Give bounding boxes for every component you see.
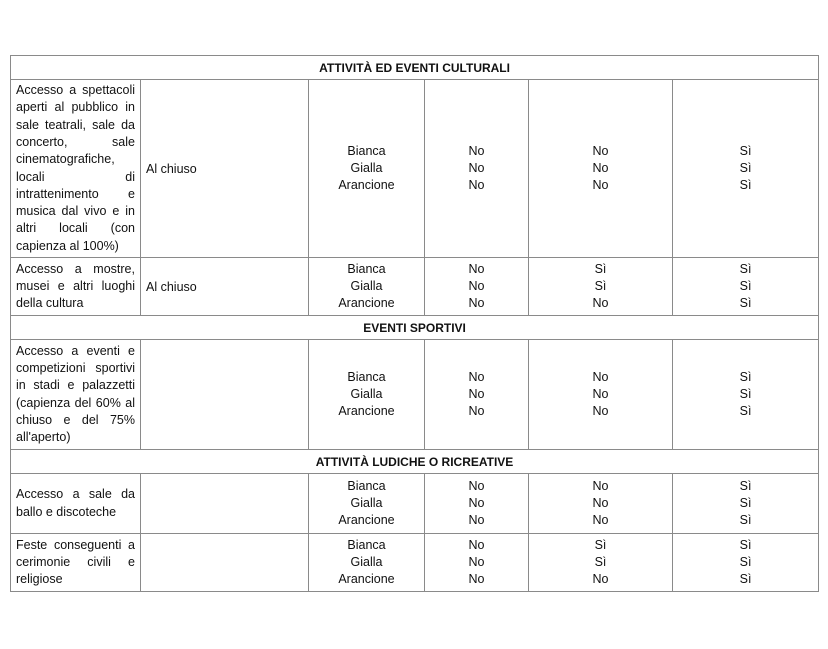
value-cell <box>425 474 529 534</box>
zone-label: Gialla <box>350 278 383 293</box>
value-cell <box>529 534 673 592</box>
zone-label: Bianca <box>347 143 386 158</box>
value: No <box>468 278 485 293</box>
zone-label: Arancione <box>338 296 395 311</box>
value: No <box>468 495 485 510</box>
value: No <box>592 495 609 510</box>
zone-cell <box>309 80 425 258</box>
value: Sì <box>739 296 752 311</box>
value: Sì <box>594 554 607 569</box>
value: Sì <box>739 278 752 293</box>
activity-description: Accesso a eventi e competizioni sportivi in stadi e palazzetti (capienza del 60% al chiuso e del 75% all'aperto) <box>11 340 141 450</box>
table-row <box>11 534 819 592</box>
value: Sì <box>739 572 752 587</box>
value: Sì <box>739 478 752 493</box>
value: Sì <box>739 160 752 175</box>
value: Sì <box>739 369 752 384</box>
activity-place: Al chiuso <box>141 80 309 258</box>
value: No <box>468 178 485 193</box>
value-cell <box>673 340 819 450</box>
value: No <box>592 386 609 401</box>
value-cell <box>673 258 819 316</box>
value: Sì <box>739 386 752 401</box>
value: No <box>592 572 609 587</box>
value: No <box>468 386 485 401</box>
table-body <box>11 56 819 592</box>
value: No <box>468 160 485 175</box>
value: No <box>468 554 485 569</box>
value: No <box>592 478 609 493</box>
value-cell <box>529 258 673 316</box>
value: No <box>592 296 609 311</box>
value: No <box>468 369 485 384</box>
value: No <box>468 143 485 158</box>
value: No <box>592 160 609 175</box>
value-cell <box>425 534 529 592</box>
value: No <box>592 178 609 193</box>
activity-place <box>141 474 309 534</box>
value: Sì <box>739 495 752 510</box>
value: No <box>468 513 485 528</box>
value-cell <box>529 80 673 258</box>
value-cell <box>529 340 673 450</box>
zone-label: Gialla <box>350 386 383 401</box>
value-cell <box>673 474 819 534</box>
value-cell <box>425 340 529 450</box>
table-row <box>11 258 819 316</box>
value-cell <box>529 474 673 534</box>
zone-label: Arancione <box>338 404 395 419</box>
activity-description: Accesso a mostre, musei e altri luoghi della cultura <box>11 258 141 316</box>
value: Sì <box>594 278 607 293</box>
zone-cell <box>309 474 425 534</box>
value: No <box>468 478 485 493</box>
value: No <box>468 537 485 552</box>
zone-cell <box>309 534 425 592</box>
value: No <box>592 369 609 384</box>
value: Sì <box>594 537 607 552</box>
zone-label: Bianca <box>347 369 386 384</box>
section-title: ATTIVITÀ LUDICHE O RICREATIVE <box>11 450 819 474</box>
section-header-row <box>11 316 819 340</box>
value-cell <box>673 534 819 592</box>
zone-label: Gialla <box>350 554 383 569</box>
zone-cell <box>309 258 425 316</box>
section-title: ATTIVITÀ ED EVENTI CULTURALI <box>11 56 819 80</box>
value: No <box>592 513 609 528</box>
zone-label: Bianca <box>347 537 386 552</box>
value: Sì <box>739 143 752 158</box>
table-row <box>11 340 819 450</box>
value: Sì <box>739 261 752 276</box>
value: No <box>592 404 609 419</box>
value-cell <box>425 80 529 258</box>
rules-table <box>10 55 819 592</box>
zone-label: Arancione <box>338 572 395 587</box>
zone-label: Bianca <box>347 478 386 493</box>
value: No <box>468 404 485 419</box>
value: Sì <box>739 513 752 528</box>
section-header-row <box>11 450 819 474</box>
value: No <box>592 143 609 158</box>
value: Sì <box>594 261 607 276</box>
activity-description: Feste conseguenti a cerimonie civili e religiose <box>11 534 141 592</box>
value: Sì <box>739 537 752 552</box>
value: No <box>468 572 485 587</box>
value: Sì <box>739 404 752 419</box>
value: Sì <box>739 178 752 193</box>
zone-label: Arancione <box>338 513 395 528</box>
zone-label: Gialla <box>350 160 383 175</box>
zone-label: Gialla <box>350 495 383 510</box>
activity-place <box>141 340 309 450</box>
value: No <box>468 261 485 276</box>
value-cell <box>673 80 819 258</box>
value-cell <box>425 258 529 316</box>
table-row <box>11 474 819 534</box>
activity-place: Al chiuso <box>141 258 309 316</box>
activity-description: Accesso a sale da ballo e discoteche <box>11 474 141 534</box>
section-title: EVENTI SPORTIVI <box>11 316 819 340</box>
zone-label: Bianca <box>347 261 386 276</box>
value: Sì <box>739 554 752 569</box>
activity-description: Accesso a spettacoli aperti al pubblico in sale teatrali, sale da concerto, sale cinematografiche, locali di intrattenimento e musica dal vivo e in altri locali (con capienza al 100%) <box>11 80 141 258</box>
zone-label: Arancione <box>338 178 395 193</box>
table-row <box>11 80 819 258</box>
value: No <box>468 296 485 311</box>
zone-cell <box>309 340 425 450</box>
section-header-row <box>11 56 819 80</box>
activity-place <box>141 534 309 592</box>
